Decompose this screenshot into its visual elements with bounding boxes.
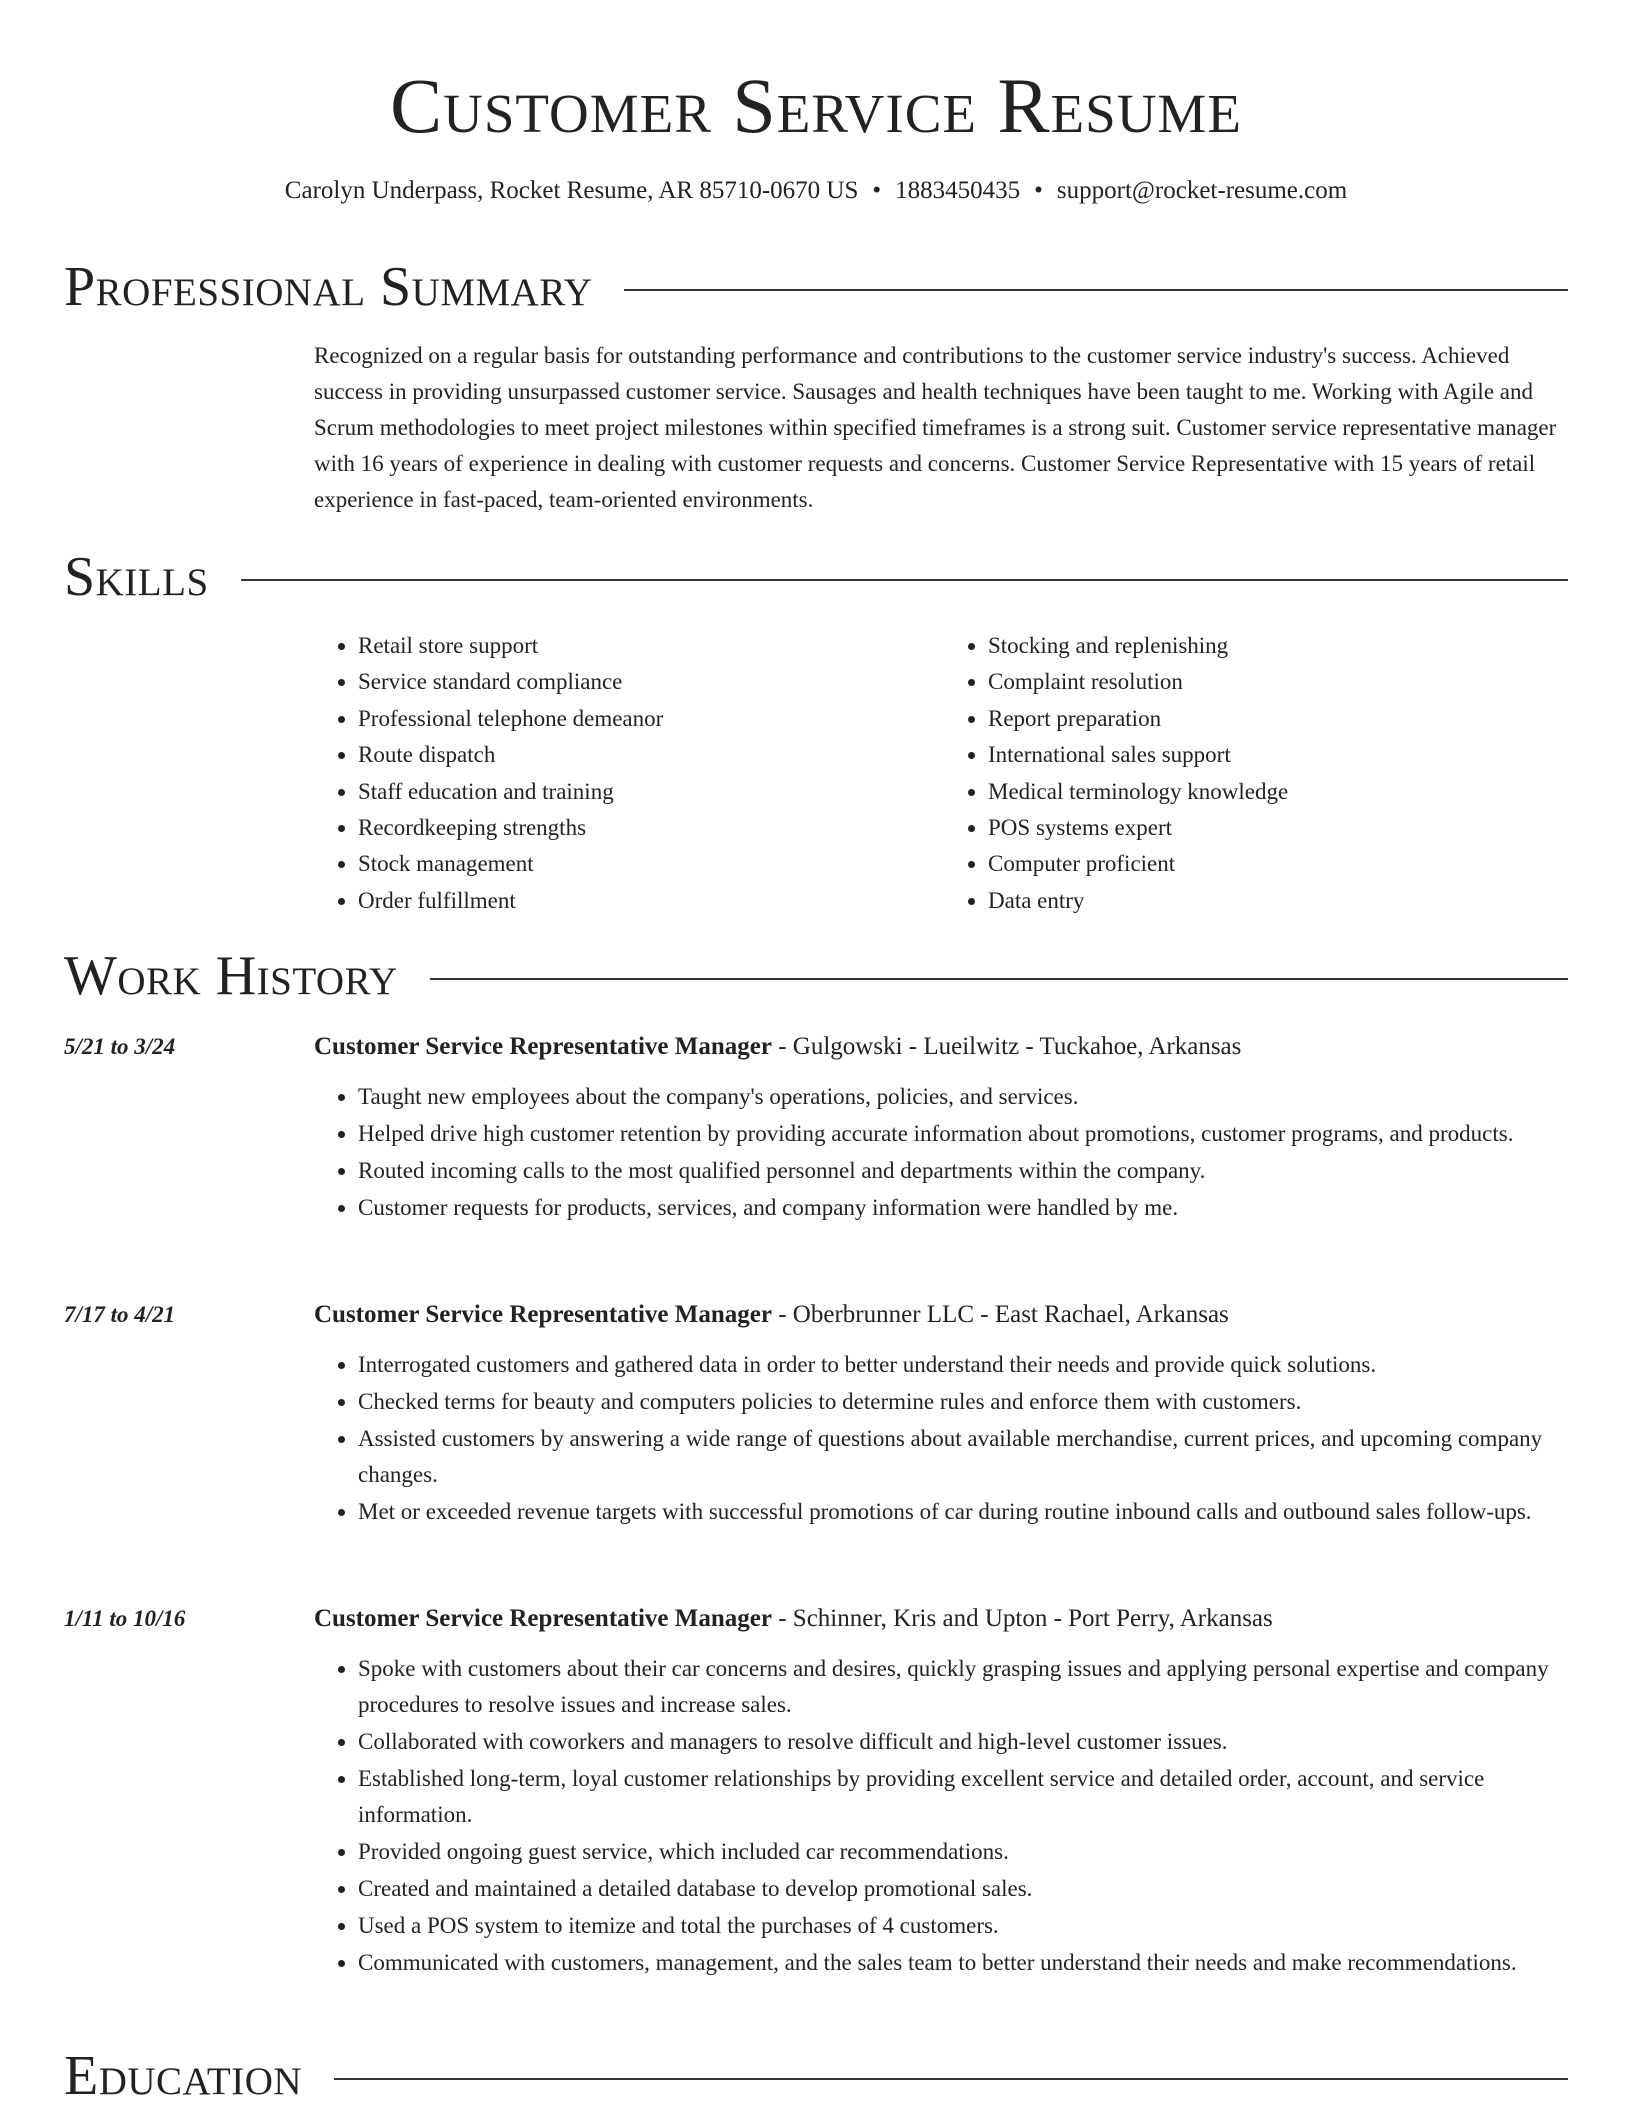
skill-item: • Medical terminology knowledge [988,774,1574,810]
work-heading: Work History [64,945,398,1007]
job-bullets [314,1347,1574,1531]
job-heading [314,1297,1229,1333]
job-bullet: • Taught new employees about the company's operations, policies, and services. [358,1079,1574,1115]
job-bullet: • Provided ongoing guest service, which included car recommendations. [358,1834,1574,1870]
job-bullets [314,1651,1574,1982]
job-role: Customer Service Representative Manager [314,1301,772,1328]
contact-separator: • [1034,177,1043,204]
job-bullets [314,1079,1574,1227]
summary-heading: Professional Summary [64,256,593,318]
skill-item: • Order fulfillment [358,883,944,919]
skill-item: • Data entry [988,883,1574,919]
skills-heading: Skills [64,546,209,608]
job-company: - Schinner, Kris and Upton - Port Perry, Arkansas [771,1605,1273,1632]
summary-section-heading [64,255,1568,319]
job-bullet: • Customer requests for products, services, and company information were handled by me. [358,1190,1574,1226]
section-divider [334,2078,1568,2080]
job-bullet: • Met or exceeded revenue targets with successful promotions of car during routine inbound calls and outbound sales follow-ups. [358,1494,1574,1530]
skill-item: • POS systems expert [988,810,1574,846]
skill-item: • Complaint resolution [988,664,1574,700]
job-bullet: • Routed incoming calls to the most qualified personnel and departments within the company. [358,1153,1574,1189]
contact-email: support@rocket-resume.com [1056,177,1348,204]
resume-title: Customer Service Resume [390,62,1242,149]
job-bullet: • Checked terms for beauty and computers policies to determine rules and enforce them with customers. [358,1384,1574,1420]
education-section-heading [64,2044,1568,2108]
skill-item: • Report preparation [988,701,1574,737]
job-company: - Gulgowski - Lueilwitz - Tuckahoe, Arkansas [771,1033,1242,1060]
skills-column-left [314,628,944,919]
job-heading [314,1601,1273,1637]
work-section-heading [64,944,1568,1008]
skills-column-right [944,628,1574,919]
contact-separator: • [872,177,882,204]
job-bullet: • Assisted customers by answering a wide range of questions about available merchandise, current prices, and upcoming company changes. [358,1421,1574,1493]
job-bullet: • Communicated with customers, management, and the sales team to better understand their needs and make recommendations. [358,1945,1574,1981]
skill-item: • Stocking and replenishing [988,628,1574,664]
skills-section-heading [64,545,1568,609]
skill-item: • Staff education and training [358,774,944,810]
job-bullet: • Created and maintained a detailed database to develop promotional sales. [358,1871,1574,1907]
section-divider [624,289,1568,291]
job-dates: 1/11 to 10/16 [64,1606,186,1631]
job-dates: 7/17 to 4/21 [64,1302,176,1327]
job-bullet: • Interrogated customers and gathered data in order to better understand their needs and provide quick solutions. [358,1347,1574,1383]
contact-address: Carolyn Underpass, Rocket Resume, AR 85710-0670 US [284,177,859,204]
skill-item: • Route dispatch [358,737,944,773]
summary-text: Recognized on a regular basis for outstanding performance and contributions to the customer service industry's success. Achieved success in providing unsurpassed customer service. Sausages and health techniques have been taught to me. Working with Agile and Scrum methodologies to meet project milestones within specified timeframes is a strong suit. Customer service representative manager with 16 years of experience in dealing with customer requests and concerns. Customer Service Representative with 15 years of retail experience in fast-paced, team-oriented environments. [314,343,1557,512]
skills-list [314,628,1574,919]
job-role: Customer Service Representative Manager [314,1033,772,1060]
job-bullet: • Used a POS system to itemize and total the purchases of 4 customers. [358,1908,1574,1944]
skill-item: • Retail store support [358,628,944,664]
skill-item: • Professional telephone demeanor [358,701,944,737]
job-role: Customer Service Representative Manager [314,1605,772,1632]
contact-phone: 1883450435 [895,177,1021,204]
job-dates: 5/21 to 3/24 [64,1034,176,1059]
job-bullet: • Collaborated with coworkers and managers to resolve difficult and high-level customer issues. [358,1724,1574,1760]
skill-item: • Service standard compliance [358,664,944,700]
skill-item: • Recordkeeping strengths [358,810,944,846]
job-bullet: • Helped drive high customer retention by providing accurate information about promotions, customer programs, and products. [358,1116,1574,1152]
job-bullet: • Established long-term, loyal customer relationships by providing excellent service and detailed order, account, and service information. [358,1761,1574,1833]
section-divider [241,579,1568,581]
job-heading [314,1029,1241,1065]
section-divider [430,978,1568,980]
education-heading: Education [64,2045,303,2107]
skill-item: • International sales support [988,737,1574,773]
skill-item: • Stock management [358,846,944,882]
job-bullet: • Spoke with customers about their car concerns and desires, quickly grasping issues and applying personal expertise and company procedures to resolve issues and increase sales. [358,1651,1574,1723]
job-company: - Oberbrunner LLC - East Rachael, Arkansas [771,1301,1229,1328]
contact-line [0,174,1632,208]
skill-item: • Computer proficient [988,846,1574,882]
